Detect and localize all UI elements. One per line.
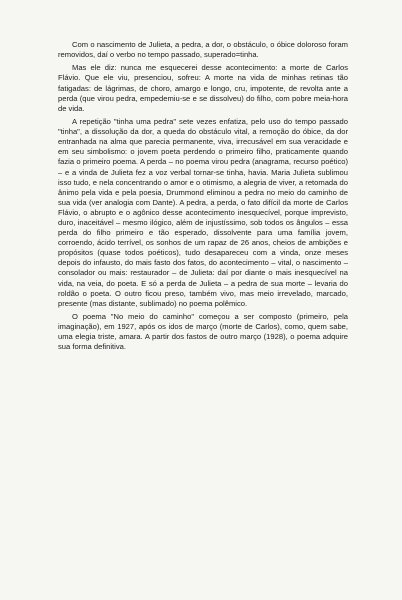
paragraph-3: A repetição "tinha uma pedra" sete vezes enfatiza, pelo uso do tempo passado "tinha", a dissolução da dor, a queda do obstáculo vital, a remoção do óbice, da dor entranhada na alma que parecia permanente, viva, irrecusável em sua veracidade e em seu simbolismo: o jovem poeta perdendo o primeiro filho, praticamente quando fazia o primeiro poema. A perda – no poema virou pedra (anagrama, recurso poético) – e a vinda de Julieta fez a voz verbal tornar-se tinha, havia. Maria Julieta sublimou isso tudo, e nela concentrando o amor e o otimismo, a alegria de viver, a retomada do ânimo pela vida e pela poesia, Drummond eliminou a pedra no meio do caminho de sua vida (ver analogia com Dante). A pedra, a perda, o fato difícil da morte de Carlos Flávio, o abrupto e o agônico desse acontecimento inesquecível, porque imprevisto, duro, inaceitável – mesmo ilógico, além de injustíssimo, sob todos os ângulos – essa perda do filho primeiro e tão esperado, dissolvente para uma família jovem, corroendo, ácido terrível, os sonhos de um rapaz de 26 anos, cheios de ambições e propósitos (quase todos poéticos), tudo desapareceu com a vinda, onze meses depois do infausto, do mais fasto dos fatos, do acontecimento – vital, o nascimento – consolador ou mais: restaurador – de Julieta: daí por diante o mais inesquecível na vida, na veia, do poeta. E só a perda de Julieta – a pedra de sua morte – levaria do roldão o poeta. O outro ficou preso, também vivo, mas meio irrevelado, marcado, presente (mas distante, sublimado) no poema polêmico. bbox=[58, 117, 348, 308]
paragraph-4: O poema "No meio do caminho" começou a ser composto (primeiro, pela imaginação), em 1927, após os idos de março (morte de Carlos), como, quem sabe, uma elegia triste, amara. A partir dos fastos de outro março (1928), o poema adquire sua forma definitiva. bbox=[58, 312, 348, 352]
paragraph-2: Mas ele diz: nunca me esquecerei desse acontecimento: a morte de Carlos Flávio. Que ele viu, presenciou, sofreu: A morte na vida de minhas retinas tão fatigadas: de lágrimas, de choro, amargo e longo, cru, impotente, de revolta ante a perda (que virou pedra, empedemiu-se e se dissolveu) do filho, com pobre meia-hora de vida. bbox=[58, 63, 348, 113]
paragraph-1: Com o nascimento de Julieta, a pedra, a dor, o obstáculo, o óbice doloroso foram removidos, daí o verbo no tempo passado, superado=tinha. bbox=[58, 40, 348, 60]
body-text bbox=[58, 40, 348, 356]
